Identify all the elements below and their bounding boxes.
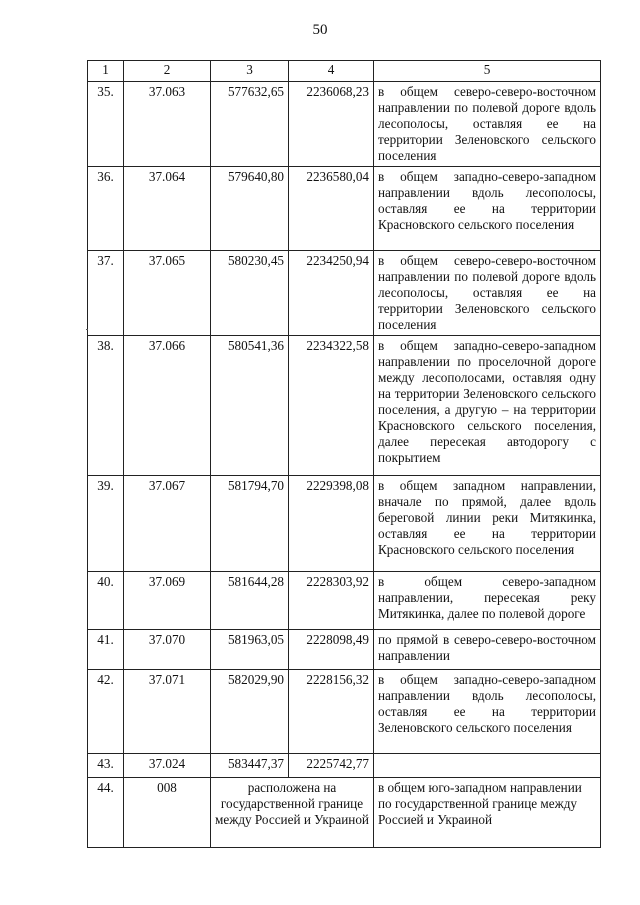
coord-x: 581644,28 xyxy=(211,572,289,630)
point-code: 37.071 xyxy=(124,670,211,754)
row-number: 37. xyxy=(88,251,124,336)
coord-x: 580541,36 xyxy=(211,336,289,476)
coord-y: 2229398,08 xyxy=(289,476,374,572)
table-row xyxy=(88,670,601,754)
coord-y: 2234322,58 xyxy=(289,336,374,476)
row-number: 38. xyxy=(88,336,124,476)
coord-y: 2228303,92 xyxy=(289,572,374,630)
row-number: 43. xyxy=(88,754,124,778)
point-code: 37.069 xyxy=(124,572,211,630)
coord-x: 581963,05 xyxy=(211,630,289,670)
point-code: 37.063 xyxy=(124,82,211,167)
row-number: 35. xyxy=(88,82,124,167)
boundary-points-table xyxy=(87,60,601,848)
coord-y: 2228098,49 xyxy=(289,630,374,670)
margin-mark xyxy=(86,329,88,330)
table-row xyxy=(88,167,601,251)
coord-x: 579640,80 xyxy=(211,167,289,251)
table-row xyxy=(88,572,601,630)
boundary-description: по прямой в северо-северо-восточном направлении xyxy=(374,630,601,670)
table-row xyxy=(88,82,601,167)
coord-x: 581794,70 xyxy=(211,476,289,572)
point-code: 37.070 xyxy=(124,630,211,670)
row-number: 41. xyxy=(88,630,124,670)
point-location: расположена на государственной границе между Россией и Украиной xyxy=(211,778,374,848)
point-code: 37.024 xyxy=(124,754,211,778)
table-row xyxy=(88,476,601,572)
row-number: 36. xyxy=(88,167,124,251)
row-number: 40. xyxy=(88,572,124,630)
coord-x: 577632,65 xyxy=(211,82,289,167)
table-row xyxy=(88,778,601,848)
boundary-description xyxy=(374,754,601,778)
boundary-description: в общем западно-северо-западном направлении вдоль лесополосы, оставляя ее на территории Красновского сельского поселения xyxy=(374,167,601,251)
coord-x: 580230,45 xyxy=(211,251,289,336)
point-code: 37.067 xyxy=(124,476,211,572)
header-col-4: 4 xyxy=(289,61,374,82)
point-code: 008 xyxy=(124,778,211,848)
boundary-description: в общем юго-западном направлении по государственной границе между Россией и Украиной xyxy=(374,778,601,848)
header-col-1: 1 xyxy=(88,61,124,82)
boundary-description: в общем северо-западном направлении, пересекая реку Митякинка, далее по полевой дороге xyxy=(374,572,601,630)
boundary-description: в общем северо-северо-восточном направлении по полевой дороге вдоль лесополосы, оставляя ее на территории Зеленовского сельского поселения xyxy=(374,82,601,167)
table-row xyxy=(88,251,601,336)
row-number: 44. xyxy=(88,778,124,848)
table-row xyxy=(88,630,601,670)
header-col-5: 5 xyxy=(374,61,601,82)
boundary-description: в общем западно-северо-западном направлении по проселочной дороге между лесополосами, оставляя одну на территории Зеленовского сельского поселения, а другую – на территории Красновского сельского поселения, далее пересекая автодорогу с покрытием xyxy=(374,336,601,476)
table-header-row xyxy=(88,61,601,82)
table-row xyxy=(88,754,601,778)
boundary-description: в общем северо-северо-восточном направлении по полевой дороге вдоль лесополосы, оставляя ее на территории Зеленовского сельского поселения xyxy=(374,251,601,336)
coord-y: 2236580,04 xyxy=(289,167,374,251)
row-number: 42. xyxy=(88,670,124,754)
page-number: 50 xyxy=(312,22,328,38)
point-code: 37.065 xyxy=(124,251,211,336)
boundary-description: в общем западно-северо-западном направлении вдоль лесополосы, оставляя ее на территории Зеленовского сельского поселения xyxy=(374,670,601,754)
coord-x: 582029,90 xyxy=(211,670,289,754)
header-col-2: 2 xyxy=(124,61,211,82)
point-code: 37.064 xyxy=(124,167,211,251)
row-number: 39. xyxy=(88,476,124,572)
coord-y: 2234250,94 xyxy=(289,251,374,336)
table-row xyxy=(88,336,601,476)
coord-y: 2236068,23 xyxy=(289,82,374,167)
coord-y: 2228156,32 xyxy=(289,670,374,754)
header-col-3: 3 xyxy=(211,61,289,82)
boundary-description: в общем западном направлении, вначале по прямой, далее вдоль береговой линии реки Митякинка, оставляя ее на территории Красновского сельского поселения xyxy=(374,476,601,572)
point-code: 37.066 xyxy=(124,336,211,476)
coord-y: 2225742,77 xyxy=(289,754,374,778)
coord-x: 583447,37 xyxy=(211,754,289,778)
